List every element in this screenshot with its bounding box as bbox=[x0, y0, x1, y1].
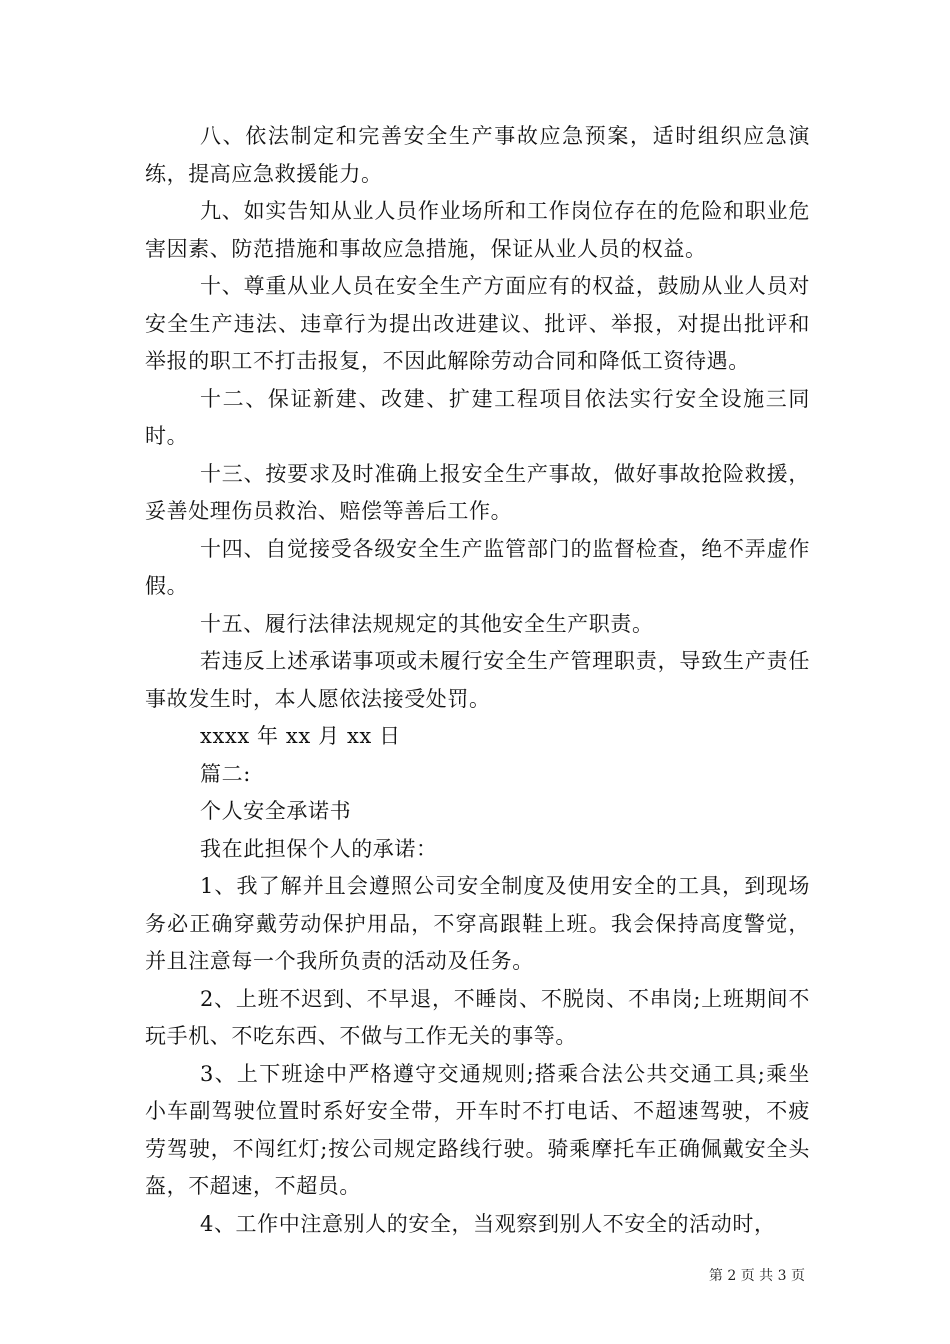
commitment-item-3: 3、上下班途中严格遵守交通规则;搭乘合法公共交通工具;乘坐小车副驾驶位置时系好安全带，开车时不打电话、不超速驾驶，不疲劳驾驶，不闯红灯;按公司规定路线行驶。骑乘摩托车正确佩戴安全头盔，不超速，不超员。 bbox=[145, 1061, 810, 1198]
paragraph-item-12: 十二、保证新建、改建、扩建工程项目依法实行安全设施三同时。 bbox=[145, 386, 810, 448]
section-label: 篇二: bbox=[200, 761, 251, 786]
paragraph-item-8: 八、依法制定和完善安全生产事故应急预案，适时组织应急演练，提高应急救援能力。 bbox=[145, 124, 810, 186]
paragraph-item-10: 十、尊重从业人员在安全生产方面应有的权益，鼓励从业人员对安全生产违法、违章行为提出改进建议、批评、举报，对提出批评和举报的职工不打击报复，不因此解除劳动合同和降低工资待遇。 bbox=[145, 274, 810, 373]
paragraph-item-9: 九、如实告知从业人员作业场所和工作岗位存在的危险和职业危害因素、防范措施和事故应急措施，保证从业人员的权益。 bbox=[145, 199, 810, 261]
paragraph-item-13: 十三、按要求及时准确上报安全生产事故，做好事故抢险救援，妥善处理伤员救治、赔偿等善后工作。 bbox=[145, 461, 810, 523]
commitment-item-1: 1、我了解并且会遵照公司安全制度及使用安全的工具，到现场务必正确穿戴劳动保护用品，不穿高跟鞋上班。我会保持高度警觉，并且注意每一个我所负责的活动及任务。 bbox=[145, 874, 810, 973]
commitment-item-2: 2、上班不迟到、不早退，不睡岗、不脱岗、不串岗;上班期间不玩手机、不吃东西、不做与工作无关的事等。 bbox=[145, 986, 810, 1048]
document-body bbox=[145, 118, 810, 1243]
paragraph-item-15: 十五、履行法律法规规定的其他安全生产职责。 bbox=[200, 611, 654, 636]
section-title: 个人安全承诺书 bbox=[200, 799, 352, 823]
paragraph-item-14: 十四、自觉接受各级安全生产监管部门的监督检查，绝不弄虚作假。 bbox=[145, 536, 810, 598]
commitment-intro: 我在此担保个人的承诺： bbox=[200, 836, 438, 861]
date-line: xxxx 年 xx 月 xx 日 bbox=[200, 724, 401, 748]
page-indicator: 第 2 页 共 3 页 bbox=[708, 1268, 805, 1284]
paragraph-penalty-clause: 若违反上述承诺事项或未履行安全生产管理职责，导致生产责任事故发生时，本人愿依法接受处罚。 bbox=[145, 649, 810, 711]
commitment-item-4: 4、工作中注意别人的安全，当观察到别人不安全的活动时， bbox=[200, 1211, 776, 1236]
